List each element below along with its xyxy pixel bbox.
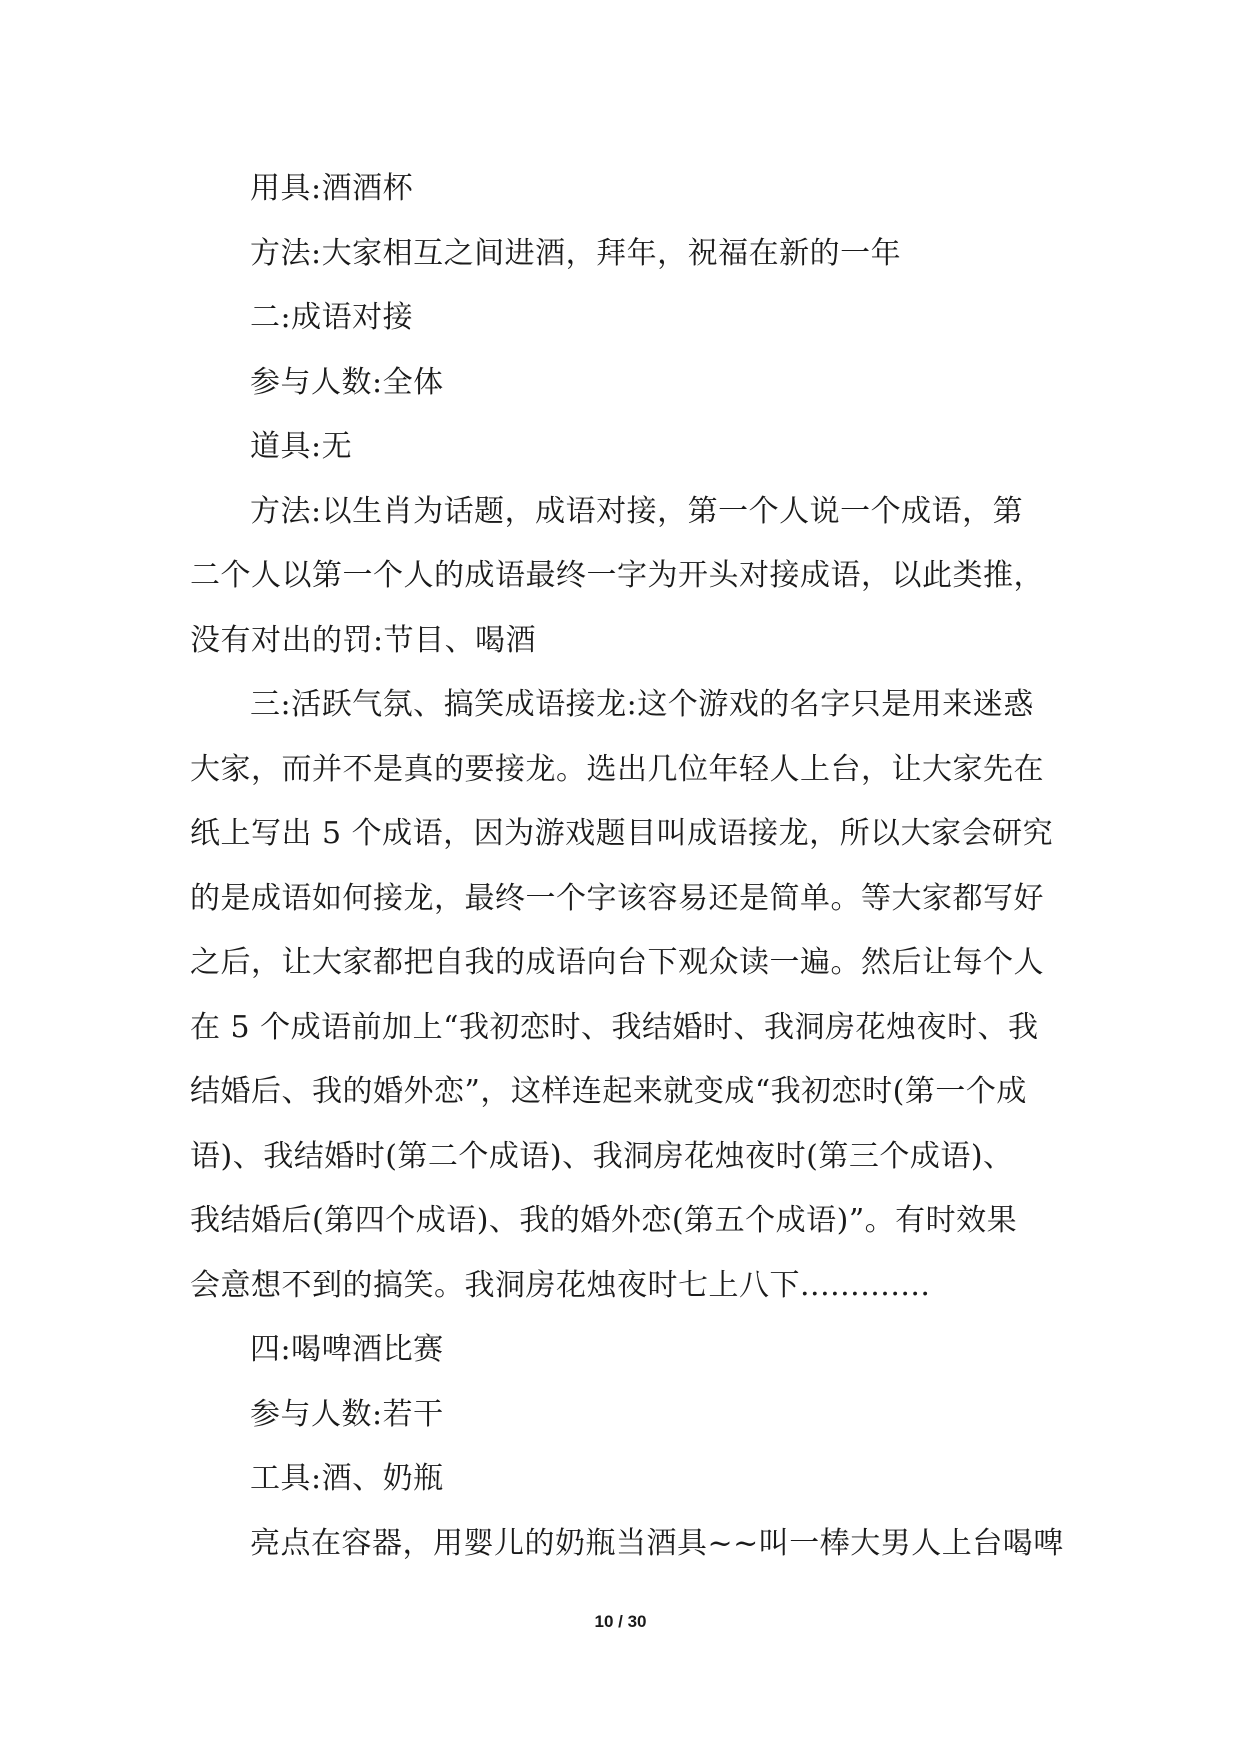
text-line: 的是成语如何接龙，最终一个字该容易还是简单。等大家都写好 <box>190 880 1044 916</box>
text-line: 道具:无 <box>250 429 353 464</box>
text-line: 会意想不到的搞笑。我洞房花烛夜时七上八下............. <box>190 1267 931 1303</box>
text-line: 亮点在容器，用婴儿的奶瓶当酒具~~叫一棒大男人上台喝啤 <box>250 1525 1064 1561</box>
text-line: 方法:大家相互之间进酒，拜年，祝福在新的一年 <box>250 235 902 271</box>
text-line: 大家，而并不是真的要接龙。选出几位年轻人上台，让大家先在 <box>190 751 1044 787</box>
page-number: 10 / 30 <box>594 1612 647 1631</box>
text-line: 二个人以第一个人的成语最终一字为开头对接成语，以此类推， <box>190 558 1044 593</box>
text-line: 工具:酒、奶瓶 <box>250 1461 444 1496</box>
text-line: 没有对出的罚:节目、喝酒 <box>190 622 537 658</box>
text-line: 我结婚后(第四个成语)、我的婚外恋(第五个成语)”。有时效果 <box>190 1203 1018 1238</box>
document-body <box>190 157 1064 1576</box>
section-heading: 三:活跃气氛、搞笑成语接龙:这个游戏的名字只是用来迷惑 <box>250 687 1034 722</box>
text-line: 用具:酒酒杯 <box>250 171 414 206</box>
section-heading: 二:成语对接 <box>250 300 414 335</box>
text-line: 在 5 个成语前加上“我初恋时、我结婚时、我洞房花烛夜时、我 <box>190 1009 1039 1045</box>
text-line: 纸上写出 5 个成语，因为游戏题目叫成语接龙，所以大家会研究 <box>190 816 1054 851</box>
text-line: 参与人数:全体 <box>250 364 444 400</box>
text-line: 方法:以生肖为话题，成语对接，第一个人说一个成语，第 <box>250 493 1024 529</box>
text-line: 之后，让大家都把自我的成语向台下观众读一遍。然后让每个人 <box>190 945 1044 980</box>
text-line: 参与人数:若干 <box>250 1396 444 1432</box>
text-line: 语)、我结婚时(第二个成语)、我洞房花烛夜时(第三个成语)、 <box>190 1138 1014 1174</box>
text-line: 结婚后、我的婚外恋”，这样连起来就变成“我初恋时(第一个成 <box>190 1074 1027 1109</box>
section-heading: 四:喝啤酒比赛 <box>250 1332 444 1367</box>
